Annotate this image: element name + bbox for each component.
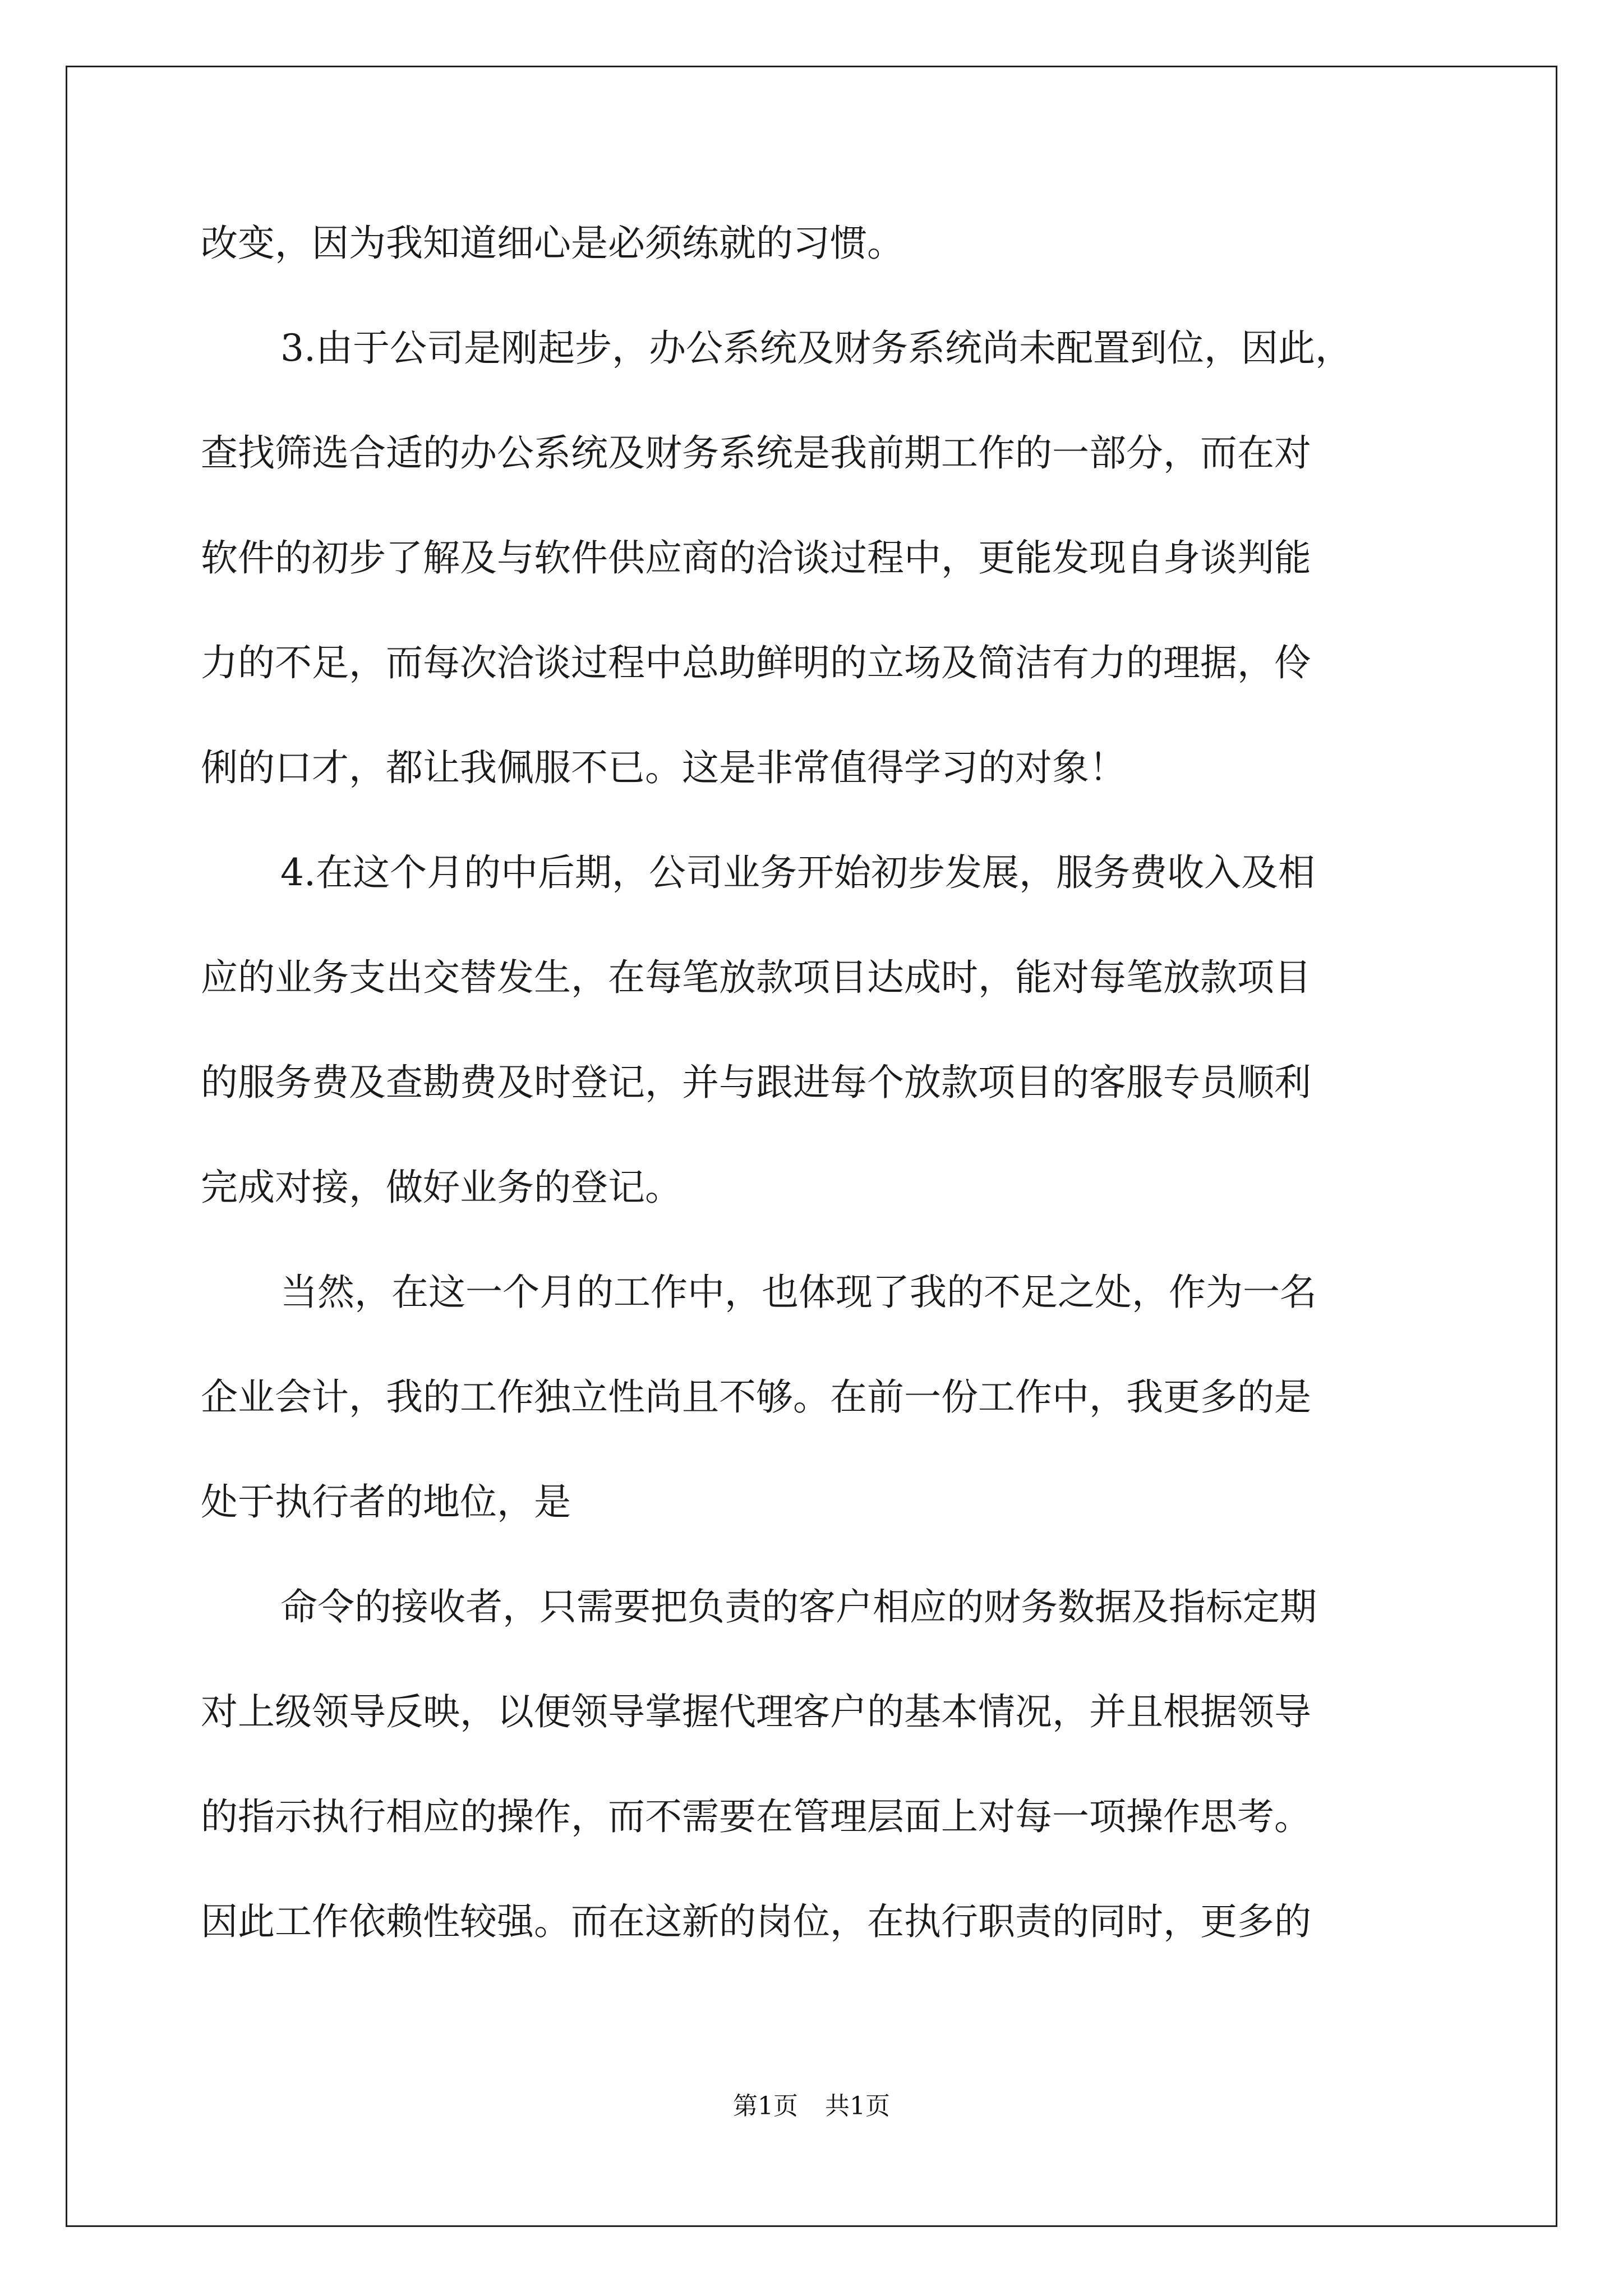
text-line-6: 俐的口才，都让我佩服不已。这是非常值得学习的对象！: [201, 746, 1126, 789]
text-line-15: 对上级领导反映，以便领导掌握代理客户的基本情况，并且根据领导: [201, 1690, 1311, 1733]
text-line-12: 企业会计，我的工作独立性尚且不够。在前一份工作中，我更多的是: [201, 1375, 1311, 1419]
text-line-9: 的服务费及查勘费及时登记，并与跟进每个放款项目的客服专员顺利: [201, 1061, 1311, 1104]
text-line-5: 力的不足，而每次洽谈过程中总助鲜明的立场及简洁有力的理据，伶: [201, 641, 1311, 684]
page-number-total: 共1页: [825, 2092, 890, 2120]
text-line-3: 查找筛选合适的办公系统及财务系统是我前期工作的一部分，而在对: [201, 431, 1311, 475]
page-number-current: 第1页: [733, 2092, 798, 2120]
text-line-7: 4.在这个月的中后期，公司业务开始初步发展，服务费收入及相: [280, 851, 1315, 894]
text-line-16: 的指示执行相应的操作，而不需要在管理层面上对每一项操作思考。: [201, 1795, 1311, 1838]
document-body: [201, 191, 1429, 1974]
text-line-13: 处于执行者的地位，是: [201, 1480, 571, 1524]
text-line-4: 软件的初步了解及与软件供应商的洽谈过程中，更能发现自身谈判能: [201, 536, 1311, 579]
text-line-1: 改变，因为我知道细心是必须练就的习惯。: [201, 222, 904, 265]
text-line-8: 应的业务支出交替发生，在每笔放款项目达成时，能对每笔放款项目: [201, 956, 1311, 999]
text-line-10: 完成对接，做好业务的登记。: [201, 1166, 682, 1209]
text-line-2: 3.由于公司是刚起步，办公系统及财务系统尚未配置到位，因此，: [280, 326, 1352, 370]
page-footer: [0, 2090, 1623, 2123]
text-line-11: 当然，在这一个月的工作中，也体现了我的不足之处，作为一名: [280, 1271, 1317, 1314]
text-line-14: 命令的接收者，只需要把负责的客户相应的财务数据及指标定期: [280, 1585, 1317, 1628]
text-line-17: 因此工作依赖性较强。而在这新的岗位，在执行职责的同时，更多的: [201, 1900, 1311, 1943]
